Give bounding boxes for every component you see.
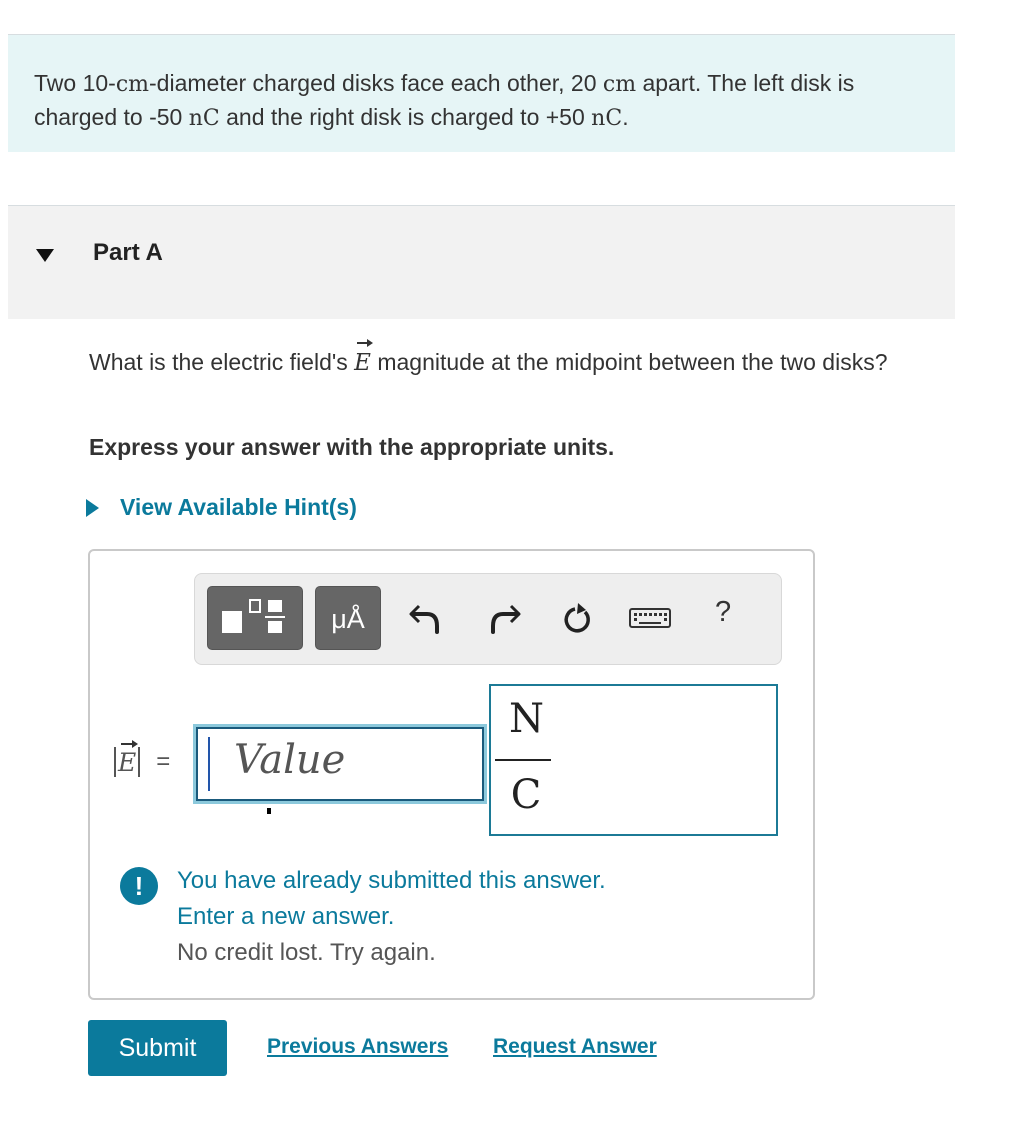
part-a-header[interactable] — [8, 205, 955, 319]
templates-button[interactable] — [207, 586, 303, 650]
hint-link-label: View Available Hint(s) — [120, 494, 357, 520]
vector-e-symbol: E — [354, 347, 371, 379]
question-post: magnitude at the midpoint between the two disks? — [370, 349, 888, 375]
unit-cm-1: cm — [115, 72, 150, 97]
units-input[interactable] — [489, 684, 778, 836]
abs-bar-left — [114, 747, 116, 777]
templates-icon — [208, 587, 304, 651]
unit-denominator: C — [510, 772, 542, 818]
problem-intro — [8, 34, 955, 152]
value-input[interactable] — [196, 727, 484, 801]
text-caret — [208, 737, 210, 791]
feedback-line-2: Enter a new answer. — [177, 903, 395, 930]
abs-bar-right — [138, 747, 140, 777]
intro-text-3: apart. The left disk is charged to -50 — [34, 70, 855, 130]
cursor-mark — [267, 808, 271, 814]
redo-icon[interactable] — [485, 592, 525, 646]
previous-answers-link[interactable]: Previous Answers — [267, 1035, 449, 1058]
help-icon[interactable]: ? — [715, 596, 732, 628]
view-hints-link[interactable] — [86, 494, 357, 521]
alert-icon: ! — [120, 867, 158, 905]
math-toolbar — [194, 573, 782, 665]
problem-statement — [34, 67, 914, 135]
unit-numerator: N — [509, 696, 544, 742]
question-text — [89, 346, 949, 379]
intro-text-4: and the right disk is charged to +50 — [219, 104, 592, 130]
lhs-vector-e: E — [118, 747, 137, 777]
submit-button[interactable]: Submit — [88, 1020, 227, 1076]
equals-sign: = — [156, 748, 171, 775]
units-button[interactable]: μÅ — [315, 586, 381, 650]
unit-nc-2: nC — [591, 106, 623, 131]
unit-nc-1: nC — [188, 106, 220, 131]
question-pre: What is the electric field's — [89, 349, 355, 375]
undo-icon[interactable] — [405, 592, 445, 646]
feedback-line-1: You have already submitted this answer. — [177, 867, 606, 894]
value-placeholder: Value — [234, 737, 346, 783]
fraction-bar — [495, 759, 551, 761]
answer-box — [88, 549, 815, 1000]
part-title: Part A — [93, 239, 163, 266]
keyboard-icon[interactable] — [627, 592, 673, 646]
feedback-line-3: No credit lost. Try again. — [177, 939, 436, 966]
answer-lhs — [112, 747, 170, 777]
intro-text-1: Two 10- — [34, 70, 116, 96]
unit-cm-2: cm — [602, 72, 637, 97]
collapse-triangle-icon[interactable] — [36, 249, 54, 262]
intro-text-2: -diameter charged disks face each other, 20 — [149, 70, 603, 96]
instruction-text: Express your answer with the appropriate units. — [89, 434, 615, 460]
reset-icon[interactable] — [557, 592, 597, 646]
request-answer-link[interactable]: Request Answer — [493, 1035, 657, 1058]
expand-triangle-icon — [86, 499, 99, 517]
intro-text-5: . — [622, 104, 629, 130]
